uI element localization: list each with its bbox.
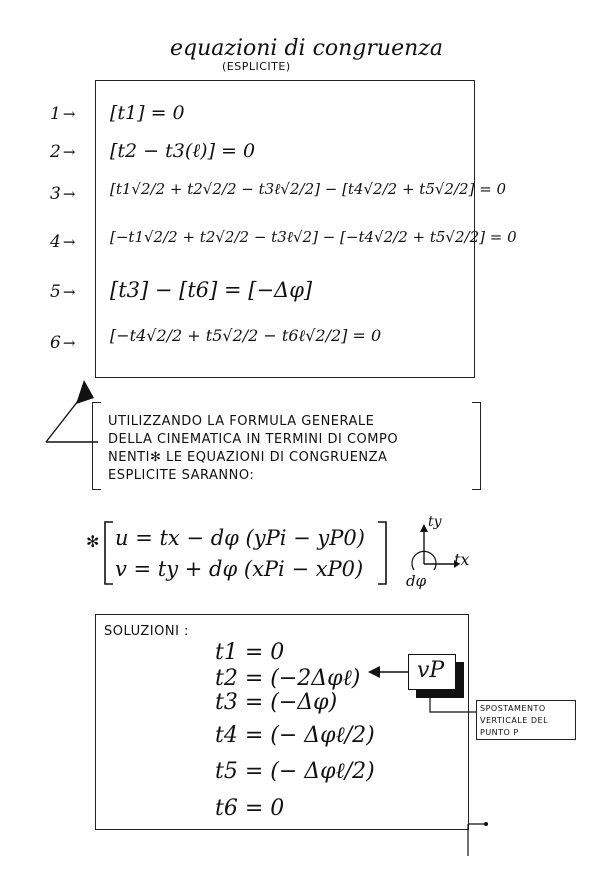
note-line: DELLA CINEMATICA IN TERMINI DI COMPO bbox=[108, 432, 399, 447]
solutions-label: SOLUZIONI : bbox=[104, 624, 189, 639]
equation: [t2 − t3(ℓ)] = 0 bbox=[110, 140, 256, 162]
arrow-left-icon bbox=[366, 664, 412, 680]
page-subtitle: (ESPLICITE) bbox=[222, 60, 291, 73]
spostamento-line: VERTICALE DEL bbox=[480, 716, 549, 725]
equation-v: v = ty + dφ (xPi − xP0) bbox=[115, 557, 364, 581]
spostamento-line: SPOSTAMENTO bbox=[480, 704, 546, 713]
rotation-label: dφ bbox=[406, 572, 427, 590]
equation-number: 6 → bbox=[50, 333, 76, 353]
equation-number: 1 → bbox=[50, 104, 76, 124]
star-icon: ✻ bbox=[86, 532, 100, 551]
equation: [−t1√2/2 + t2√2/2 − t3ℓ√2] − [−t4√2/2 + t5√2/2] = 0 bbox=[110, 228, 517, 246]
page-title: equazioni di congruenza bbox=[170, 36, 443, 61]
arrow-right-icon: → bbox=[62, 334, 76, 352]
solution-item: t4 = (− Δφℓ/2) bbox=[215, 723, 375, 748]
arrow-right-icon: → bbox=[62, 185, 76, 203]
note-line: UTILIZZANDO LA FORMULA GENERALE bbox=[108, 414, 375, 429]
equation-u: u = tx − dφ (yPi − yP0) bbox=[115, 526, 365, 550]
equation-number: 4 → bbox=[50, 232, 76, 252]
note-line: NENTI✻ LE EQUAZIONI DI CONGRUENZA bbox=[108, 450, 388, 465]
bracket-right-icon bbox=[376, 520, 388, 586]
bracket-left-icon bbox=[103, 520, 115, 586]
equation: [t1√2/2 + t2√2/2 − t3ℓ√2/2] − [t4√2/2 + t5√2/2] = 0 bbox=[110, 180, 507, 198]
equation: [t3] − [t6] = [−Δφ] bbox=[110, 278, 313, 302]
equation: [t1] = 0 bbox=[110, 102, 185, 124]
arrow-right-icon: → bbox=[62, 233, 76, 251]
equation: [−t4√2/2 + t5√2/2 − t6ℓ√2/2] = 0 bbox=[110, 326, 382, 345]
note-bracket-left bbox=[92, 402, 101, 490]
connector-line bbox=[426, 694, 480, 718]
vp-label: vP bbox=[417, 658, 445, 683]
solution-item: t5 = (− Δφℓ/2) bbox=[215, 759, 375, 784]
arrow-right-icon: → bbox=[62, 283, 76, 301]
solution-item: t2 = (−2Δφℓ) bbox=[215, 666, 361, 691]
equation-number: 5 → bbox=[50, 282, 76, 302]
equation-number: 3 → bbox=[50, 184, 76, 204]
axis-y-label: ty bbox=[428, 514, 442, 530]
solution-item: t3 = (−Δφ) bbox=[215, 690, 338, 715]
axis-x-label: tx bbox=[454, 550, 470, 569]
equation-number: 2 → bbox=[50, 142, 76, 162]
arrow-right-icon: → bbox=[62, 143, 76, 161]
solution-item: t6 = 0 bbox=[215, 796, 285, 821]
corner-mark bbox=[462, 818, 492, 858]
arrow-right-icon: → bbox=[62, 105, 76, 123]
vp-box bbox=[408, 654, 456, 690]
spostamento-line: PUNTO P bbox=[480, 728, 519, 737]
solution-item: t1 = 0 bbox=[215, 640, 285, 665]
note-line: ESPLICITE SARANNO: bbox=[108, 468, 255, 483]
note-bracket-right bbox=[472, 402, 481, 490]
